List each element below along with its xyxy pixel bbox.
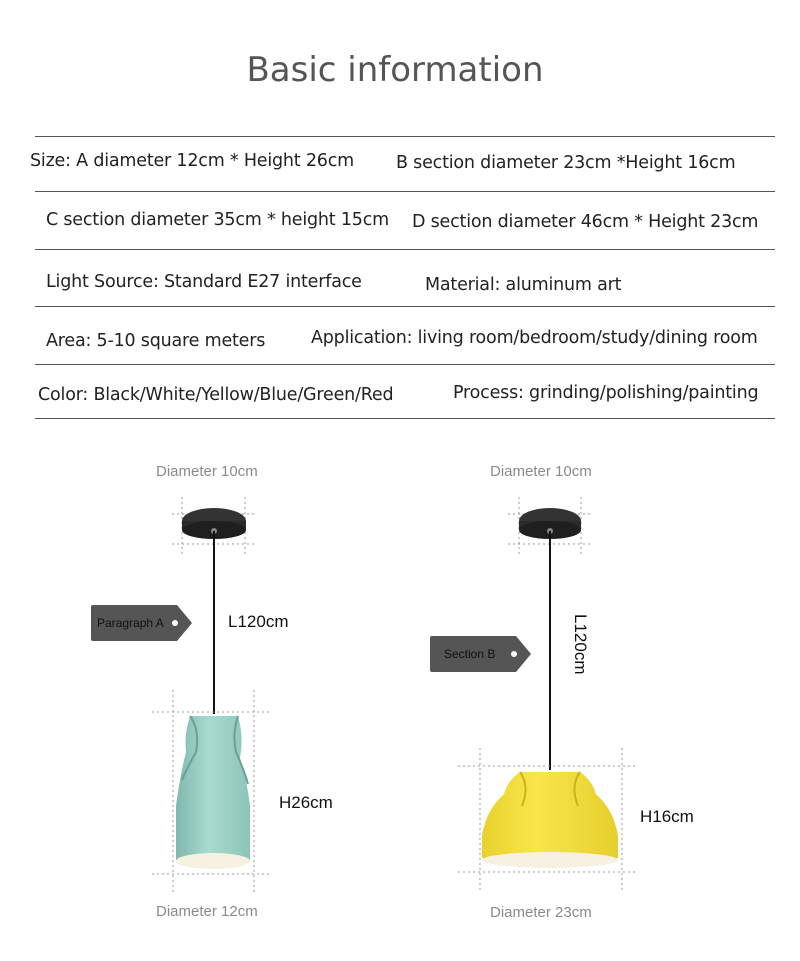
spec-section-b: B section diameter 23cm *Height 16cm [396,153,736,173]
lamp-b-tag-label: Section B [444,647,496,661]
lamp-b-tag [430,636,530,672]
lamp-a-top-diameter: Diameter 10cm [156,463,258,480]
lamp-a-tag-label: Paragraph A [97,616,164,630]
spec-process: Process: grinding/polishing/painting [453,383,759,403]
lamp-b-bottom-diameter: Diameter 23cm [490,904,592,921]
spec-material: Material: aluminum art [425,275,622,295]
lamp-b [458,497,638,892]
spec-application: Application: living room/bedroom/study/dining room [311,328,758,348]
page-title: Basic information [246,50,544,90]
lamp-shade-a [176,716,250,866]
spec-light-source: Light Source: Standard E27 interface [46,272,362,292]
spec-area: Area: 5-10 square meters [46,331,266,351]
spec-size-a: Size: A diameter 12cm * Height 26cm [30,151,354,171]
lamp-a-bottom-diameter: Diameter 12cm [156,903,258,920]
spec-section-c: C section diameter 35cm * height 15cm [46,210,389,230]
lamp-b-top-diameter: Diameter 10cm [490,463,592,480]
spec-color: Color: Black/White/Yellow/Blue/Green/Red [38,385,394,405]
lamp-a-cord-length: L120cm [228,612,289,631]
lamp-b-height: H16cm [640,807,694,826]
lamp-a-height: H26cm [279,793,333,812]
lamp-a [152,497,272,895]
lamp-shade-b [482,772,618,866]
lamp-a-tag [91,605,191,641]
spec-section-d: D section diameter 46cm * Height 23cm [412,212,759,232]
lamp-b-cord-length: L120cm [571,614,590,675]
